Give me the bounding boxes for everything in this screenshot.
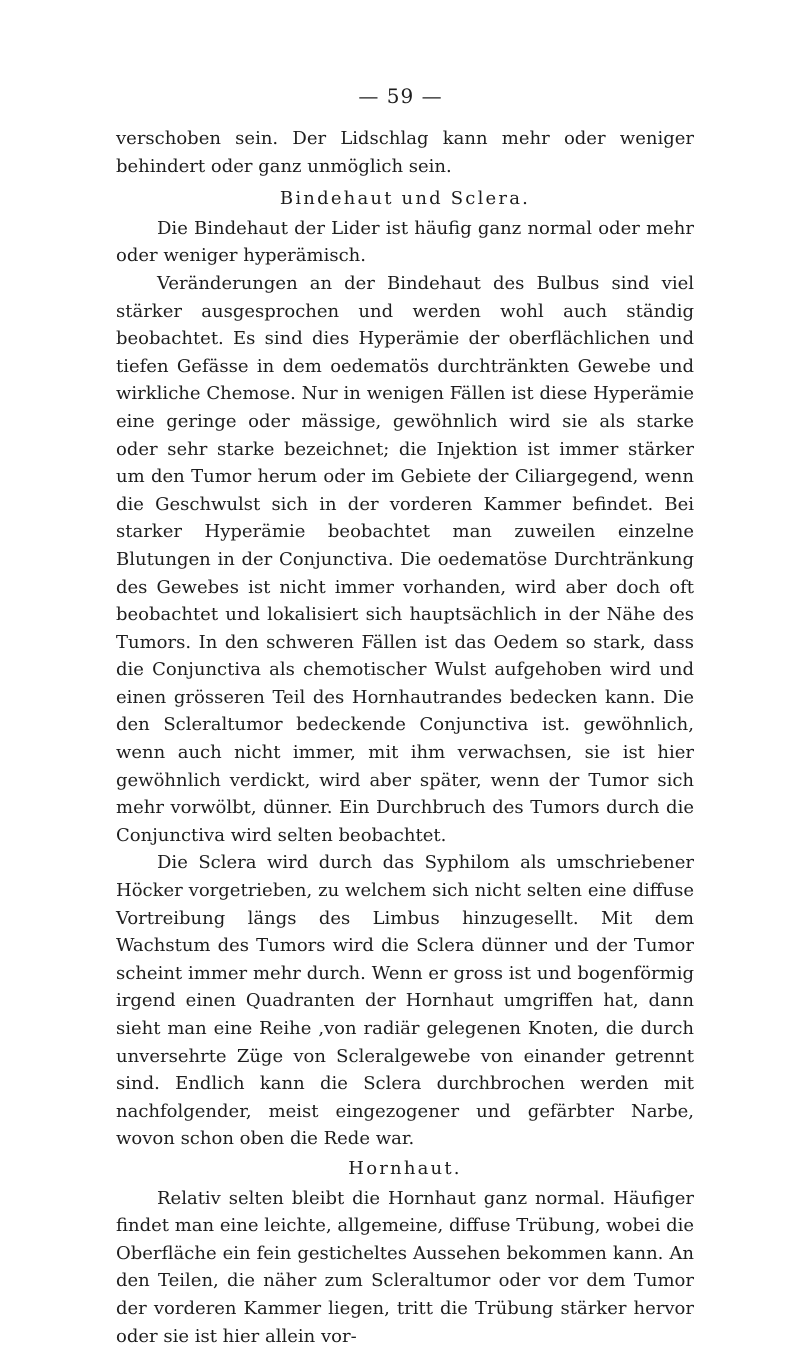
body-text xyxy=(116,125,694,1350)
paragraph-continuation: verschoben sein. Der Lidschlag kann mehr oder weniger behindert oder ganz unmöglich sein. xyxy=(116,128,694,177)
section-heading-bindehaut: Bindehaut und Sclera. xyxy=(279,188,531,210)
paragraph-sclera: Die Sclera wird durch das Syphilom als umschriebener Höcker vorgetrieben, zu welchem sich nicht selten eine diffuse Vortreibung längs des Limbus hinzugesellt. Mit dem Wachstum des Tumors wird die Sclera dünner und der Tumor scheint immer mehr durch. Wenn er gross ist und bogenförmig irgend einen Quadranten der Hornhaut umgriffen hat, dann sieht man eine Reihe ‚von radiär gelegenen Knoten, die durch unversehrte Züge von Scleralgewebe von einander getrennt sind. Endlich kann die Sclera durchbrochen werden mit nachfolgender, meist eingezogener und gefärbter Narbe, wovon schon oben die Rede war. xyxy=(116,852,694,1150)
paragraph-bulbus: Veränderungen an der Bindehaut des Bulbus sind viel stärker ausgesprochen und werden wohl auch ständig beobachtet. Es sind dies Hyperämie der oberflächlichen und tiefen Gefässe in dem oedematös durchtränkten Gewebe und wirkliche Chemose. Nur in wenigen Fällen ist diese Hyperämie eine geringe oder mässige, gewöhnlich wird sie als starke oder sehr starke bezeichnet; die Injektion ist immer stärker um den Tumor herum oder im Gebiete der Ciliargegend, wenn die Geschwulst sich in der vorderen Kammer befindet. Bei starker Hyperämie beobachtet man zuweilen einzelne Blutungen in der Conjunctiva. Die oedematöse Durchtränkung des Gewebes ist nicht immer vorhanden, wird aber doch oft beobachtet und lokalisiert sich hauptsächlich in der Nähe des Tumors. In den schweren Fällen ist das Oedem so stark, dass die Conjunctiva als chemotischer Wulst aufgehoben wird und einen grösseren Teil des Hornhautrandes bedecken kann. Die den Scleraltumor bedeckende Conjunctiva ist. gewöhnlich, wenn auch nicht immer, mit ihm verwachsen, sie ist hier gewöhnlich verdickt, wird aber später, wenn der Tumor sich mehr vorwölbt, dünner. Ein Durchbruch des Tumors durch die Conjunctiva wird selten beobachtet. xyxy=(116,272,694,846)
paragraph-hornhaut: Relativ selten bleibt die Hornhaut ganz normal. Häufiger findet man eine leichte, allgemeine, diffuse Trübung, wobei die Oberfläche ein fein gesticheltes Aussehen bekommen kann. An den Teilen, die näher zum Scleraltumor oder vor dem Tumor der vorderen Kammer liegen, tritt die Trübung stärker hervor oder sie ist hier allein vor- xyxy=(116,1187,694,1347)
paragraph-lider: Die Bindehaut der Lider ist häufig ganz normal oder mehr oder weniger hyperämisch. xyxy=(116,217,694,267)
section-heading-hornhaut: Hornhaut. xyxy=(348,1157,462,1179)
page-number: — 59 — xyxy=(358,84,443,108)
